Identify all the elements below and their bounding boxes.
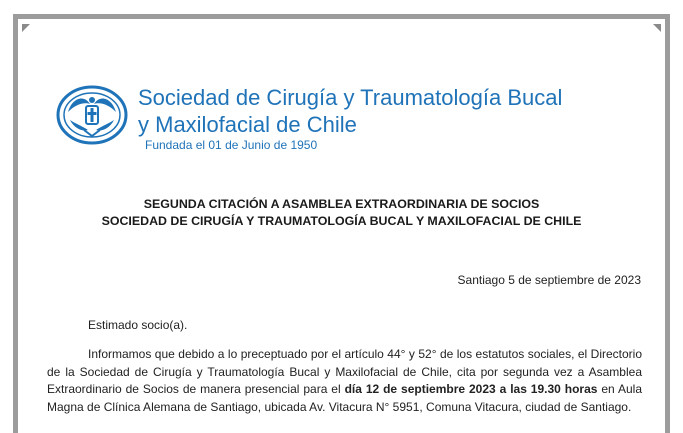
society-emblem-icon bbox=[54, 84, 130, 146]
body-paragraph bbox=[47, 346, 642, 416]
document-title-line-1: SEGUNDA CITACIÓN A ASAMBLEA EXTRAORDINARIA DE SOCIOS bbox=[143, 197, 540, 211]
body-text-part-2: en Aula Magna de Clínica Alemana de Santiago, ubicada Av. Vitacura N° 5951, Comuna Vitacura, ciudad de Santiago. bbox=[47, 382, 642, 414]
page-frame-right bbox=[665, 14, 670, 433]
meeting-datetime: día 12 de septiembre 2023 a las 19.30 horas bbox=[344, 382, 598, 396]
document-title bbox=[20, 196, 663, 230]
organization-name bbox=[138, 84, 608, 138]
organization-name-line-2: y Maxilofacial de Chile bbox=[138, 112, 357, 137]
greeting: Estimado socio(a). bbox=[88, 318, 188, 332]
body-text-part-1: Informamos que debido a lo preceptuado por el artículo 44° y 52° de los estatutos sociales, el Directorio de la Sociedad de Cirugía y Traumatología Bucal y Maxilofacial de Chile, cita por segunda vez a Asamblea Extraordinario de Socios de manera presencial para el bbox=[47, 347, 642, 396]
document-title-line-2: SOCIEDAD DE CIRUGÍA Y TRAUMATOLOGÍA BUCAL Y MAXILOFACIAL DE CHILE bbox=[101, 214, 582, 228]
margin-corner-marker-right bbox=[653, 24, 661, 32]
document-date: Santiago 5 de septiembre de 2023 bbox=[457, 273, 641, 287]
organization-founded-date: Fundada el 01 de Junio de 1950 bbox=[145, 138, 318, 152]
margin-corner-marker-left bbox=[22, 24, 30, 32]
organization-name-line-1: Sociedad de Cirugía y Traumatología Bucal bbox=[138, 85, 563, 110]
